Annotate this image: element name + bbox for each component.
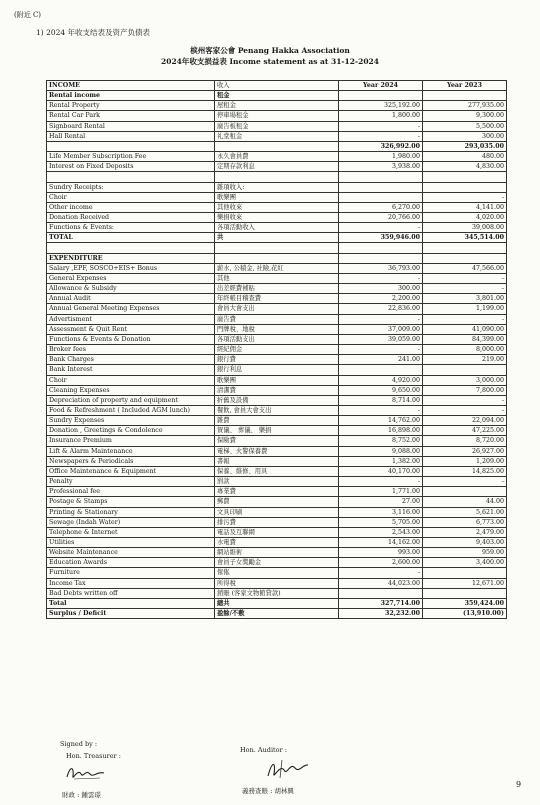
- row-label-zh: 書報: [215, 456, 339, 466]
- signed-by-label: Signed by :: [60, 740, 98, 748]
- row-value-2023: -: [423, 314, 507, 324]
- row-value-2024: 993.00: [339, 548, 423, 558]
- row-value-2023: 14,825.00: [423, 466, 507, 476]
- row-value-2023: [423, 182, 507, 192]
- table-row: [47, 578, 507, 588]
- table-row: [47, 426, 507, 436]
- row-value-2023: 8,720.00: [423, 436, 507, 446]
- row-value-2024: 6,270.00: [339, 202, 423, 212]
- row-value-2024: -: [339, 405, 423, 415]
- row-label-zh: 網站維術: [215, 548, 339, 558]
- row-label-zh: 保養、維修、用具: [215, 466, 339, 476]
- row-label-en: Advertisment: [47, 314, 215, 324]
- row-value-2023: 4,020.00: [423, 213, 507, 223]
- row-label-en: [47, 172, 215, 182]
- row-label-en: Functions & Events & Donation: [47, 334, 215, 344]
- row-label-en: Total: [47, 598, 215, 608]
- row-value-2024: 9,650.00: [339, 385, 423, 395]
- table-row: [47, 456, 507, 466]
- row-label-zh: 傢俬: [215, 568, 339, 578]
- row-label-zh: 廣告費: [215, 314, 339, 324]
- row-label-zh: 礼堂租金: [215, 131, 339, 141]
- row-value-2023: -: [423, 273, 507, 283]
- row-value-2024: 4,920.00: [339, 375, 423, 385]
- row-value-2024: 37,009.00: [339, 324, 423, 334]
- table-row: [47, 345, 507, 355]
- row-value-2024: 9,088.00: [339, 446, 423, 456]
- row-label-zh: 罰款: [215, 477, 339, 487]
- row-value-2023: 4,141.00: [423, 202, 507, 212]
- row-label-en: Choir: [47, 375, 215, 385]
- row-label-en: Choir: [47, 192, 215, 202]
- table-row: [47, 131, 507, 141]
- table-row: [47, 91, 507, 101]
- row-label-zh: [215, 243, 339, 253]
- row-value-2024: 1,382.00: [339, 456, 423, 466]
- row-value-2024: 27.00: [339, 497, 423, 507]
- row-value-2023: 39,008.00: [423, 223, 507, 233]
- table-row: [47, 395, 507, 405]
- row-label-zh: 盈餘/不敷: [215, 609, 339, 619]
- row-value-2024: -: [339, 314, 423, 324]
- row-value-2023: 47,566.00: [423, 263, 507, 273]
- table-row: [47, 294, 507, 304]
- row-label-en: Sewage (Indah Water): [47, 517, 215, 527]
- row-value-2024: -: [339, 273, 423, 283]
- row-value-2023: 4,830.00: [423, 162, 507, 172]
- row-label-zh: 專業費: [215, 487, 339, 497]
- row-value-2024: 241.00: [339, 355, 423, 365]
- table-row: [47, 233, 507, 243]
- row-label-en: Income Tax: [47, 578, 215, 588]
- row-label-en: Functions & Events:: [47, 223, 215, 233]
- table-header-row: [47, 81, 507, 91]
- treasurer-signature: [64, 762, 110, 784]
- row-value-2024: [339, 588, 423, 598]
- row-value-2024: 20,766.00: [339, 213, 423, 223]
- row-label-en: Sundry Receipts:: [47, 182, 215, 192]
- row-label-en: Education Awards: [47, 558, 215, 568]
- row-value-2024: 36,793.00: [339, 263, 423, 273]
- row-value-2024: 2,543.00: [339, 527, 423, 537]
- row-value-2023: -: [423, 477, 507, 487]
- row-value-2024: 22,836.00: [339, 304, 423, 314]
- row-label-zh: 賀儀、 葬儀、 樂捐: [215, 426, 339, 436]
- row-value-2023: [423, 172, 507, 182]
- table-row: [47, 517, 507, 527]
- row-value-2023: -: [423, 405, 507, 415]
- row-label-zh: [215, 141, 339, 151]
- row-label-en: Signboard Rental: [47, 121, 215, 131]
- row-value-2024: [339, 192, 423, 202]
- row-value-2023: [423, 243, 507, 253]
- row-label-zh: 總共: [215, 598, 339, 608]
- table-row: [47, 334, 507, 344]
- row-value-2024: -: [339, 345, 423, 355]
- row-label-en: Printing & Stationary: [47, 507, 215, 517]
- row-label-zh: 排污費: [215, 517, 339, 527]
- table-row: [47, 436, 507, 446]
- row-value-2023: 47,225.00: [423, 426, 507, 436]
- row-label-zh: 歌樂團: [215, 375, 339, 385]
- table-row: [47, 121, 507, 131]
- row-label-en: Bank Interest: [47, 365, 215, 375]
- table-row: [47, 588, 507, 598]
- row-value-2024: 3,116.00: [339, 507, 423, 517]
- row-label-en: EXPENDITURE: [47, 253, 215, 263]
- table-row: [47, 162, 507, 172]
- row-label-en: Food & Refreshment ( Included AGM lunch): [47, 405, 215, 415]
- table-row: [47, 304, 507, 314]
- row-value-2023: -: [423, 284, 507, 294]
- row-value-2023: [423, 588, 507, 598]
- column-header-2024: Year 2024: [339, 81, 423, 91]
- row-value-2024: [339, 172, 423, 182]
- row-label-zh: 水電費: [215, 538, 339, 548]
- row-value-2024: 3,938.00: [339, 162, 423, 172]
- row-label-zh: 出差經費補貼: [215, 284, 339, 294]
- row-label-zh: 會員大會支出: [215, 304, 339, 314]
- row-value-2023: 41,090.00: [423, 324, 507, 334]
- row-value-2024: 40,170.00: [339, 466, 423, 476]
- row-value-2023: 5,500.00: [423, 121, 507, 131]
- row-label-zh: 銷賬 (客家文物館貸款): [215, 588, 339, 598]
- table-row: [47, 182, 507, 192]
- row-value-2024: -: [339, 568, 423, 578]
- row-label-en: Utilities: [47, 538, 215, 548]
- table-row: [47, 223, 507, 233]
- annex-label: (附近 C): [14, 11, 42, 19]
- row-label-zh: [215, 253, 339, 263]
- row-label-en: Furniture: [47, 568, 215, 578]
- row-value-2024: [339, 365, 423, 375]
- table-row: [47, 355, 507, 365]
- table-row: [47, 324, 507, 334]
- column-header-income: INCOME: [47, 81, 215, 91]
- row-label-en: Annual General Meeting Expenses: [47, 304, 215, 314]
- row-label-zh: 各項活動支出: [215, 334, 339, 344]
- row-label-en: Office Maintenance & Equipment: [47, 466, 215, 476]
- row-value-2023: 9,403.00: [423, 538, 507, 548]
- row-label-zh: 各項活動收入: [215, 223, 339, 233]
- row-label-zh: 永久會員費: [215, 152, 339, 162]
- table-row: [47, 477, 507, 487]
- row-label-zh: 定期存款利息: [215, 162, 339, 172]
- table-row: [47, 202, 507, 212]
- row-label-en: Interest on Fixed Deposits: [47, 162, 215, 172]
- income-statement-table: [46, 80, 507, 619]
- row-label-en: Professional fee: [47, 487, 215, 497]
- table-row: [47, 101, 507, 111]
- row-label-zh: 樂捐收來: [215, 213, 339, 223]
- table-row: [47, 111, 507, 121]
- table-row: [47, 284, 507, 294]
- table-row: [47, 609, 507, 619]
- row-value-2024: 8,714.00: [339, 395, 423, 405]
- row-label-en: Broker fees: [47, 345, 215, 355]
- row-label-en: Surplus / Deficit: [47, 609, 215, 619]
- row-label-en: Life Member Subscription Fee: [47, 152, 215, 162]
- table-row: [47, 141, 507, 151]
- row-value-2024: 326,992.00: [339, 141, 423, 151]
- row-label-en: Annual Audit: [47, 294, 215, 304]
- row-label-zh: 薪水, 公積金, 社險,花紅: [215, 263, 339, 273]
- row-label-en: [47, 141, 215, 151]
- row-value-2023: 12,671.00: [423, 578, 507, 588]
- treasurer-name: 財政 : 鍾雲璟: [62, 791, 101, 799]
- row-label-zh: 其他收來: [215, 202, 339, 212]
- row-value-2023: 293,035.00: [423, 141, 507, 151]
- row-value-2023: 8,000.00: [423, 345, 507, 355]
- table-row: [47, 253, 507, 263]
- row-value-2024: [339, 243, 423, 253]
- row-label-zh: 銀行費: [215, 355, 339, 365]
- table-row: [47, 598, 507, 608]
- column-header-2023: Year 2023: [423, 81, 507, 91]
- row-label-zh: 郵費: [215, 497, 339, 507]
- row-value-2023: 84,399.00: [423, 334, 507, 344]
- row-label-en: Other income: [47, 202, 215, 212]
- table-row: [47, 263, 507, 273]
- row-value-2023: 219.00: [423, 355, 507, 365]
- table-row: [47, 558, 507, 568]
- row-label-zh: 廣告板租金: [215, 121, 339, 131]
- row-value-2023: 7,800.00: [423, 385, 507, 395]
- row-value-2023: [423, 365, 507, 375]
- row-value-2024: 16,898.00: [339, 426, 423, 436]
- row-label-en: Allowance & Subsidy: [47, 284, 215, 294]
- row-label-zh: 清潔費: [215, 385, 339, 395]
- row-value-2024: [339, 182, 423, 192]
- row-value-2024: 2,600.00: [339, 558, 423, 568]
- row-label-en: TOTAL: [47, 233, 215, 243]
- row-value-2023: 9,300.00: [423, 111, 507, 121]
- row-label-en: Assessment & Quit Rent: [47, 324, 215, 334]
- row-value-2024: 14,162.00: [339, 538, 423, 548]
- row-value-2023: 345,514.00: [423, 233, 507, 243]
- row-value-2023: 3,000.00: [423, 375, 507, 385]
- row-value-2023: 6,773.00: [423, 517, 507, 527]
- row-label-en: Sundry Expenses: [47, 416, 215, 426]
- row-value-2024: 1,771.00: [339, 487, 423, 497]
- row-label-zh: 電話及互聯網: [215, 527, 339, 537]
- row-label-zh: 租金: [215, 91, 339, 101]
- row-value-2023: -: [423, 395, 507, 405]
- row-label-en: Telephone & Internet: [47, 527, 215, 537]
- row-label-zh: 電梯、火警保養費: [215, 446, 339, 456]
- row-value-2023: 959.00: [423, 548, 507, 558]
- row-label-zh: 屋租金: [215, 101, 339, 111]
- row-value-2024: 300.00: [339, 284, 423, 294]
- section-heading: 1) 2024 年收支结表及资产负债表: [36, 28, 151, 37]
- row-value-2024: 44,023.00: [339, 578, 423, 588]
- row-value-2023: 1,199.00: [423, 304, 507, 314]
- row-label-zh: 會員子女獎勵金: [215, 558, 339, 568]
- statement-title: 2024年收支损益表 Income statement as at 31-12-2024: [161, 57, 379, 66]
- table-row: [47, 243, 507, 253]
- row-value-2024: -: [339, 477, 423, 487]
- row-value-2023: [423, 91, 507, 101]
- row-value-2024: -: [339, 121, 423, 131]
- row-label-en: Bad Debts written off: [47, 588, 215, 598]
- table-row: [47, 416, 507, 426]
- row-label-zh: 雜費: [215, 416, 339, 426]
- row-value-2023: 2,479.00: [423, 527, 507, 537]
- row-label-en: Rental Car Park: [47, 111, 215, 121]
- row-label-zh: 年終帳目稽查費: [215, 294, 339, 304]
- row-value-2024: 32,232.00: [339, 609, 423, 619]
- table-row: [47, 446, 507, 456]
- table-row: [47, 213, 507, 223]
- row-value-2023: [423, 568, 507, 578]
- row-value-2024: -: [339, 131, 423, 141]
- row-value-2024: 39,059.00: [339, 334, 423, 344]
- row-label-zh: 停車場租金: [215, 111, 339, 121]
- row-value-2023: 277,935.00: [423, 101, 507, 111]
- row-value-2024: 2,200.00: [339, 294, 423, 304]
- row-label-zh: 門牌稅、地稅: [215, 324, 339, 334]
- row-value-2023: (13,910.00): [423, 609, 507, 619]
- row-value-2024: 5,705.00: [339, 517, 423, 527]
- table-row: [47, 497, 507, 507]
- table-row: [47, 314, 507, 324]
- row-value-2024: 1,980.00: [339, 152, 423, 162]
- row-label-en: Lift & Alarm Maintenance: [47, 446, 215, 456]
- row-value-2024: 325,192.00: [339, 101, 423, 111]
- table-row: [47, 375, 507, 385]
- row-value-2023: [423, 253, 507, 263]
- row-label-en: Cleaning Expenses: [47, 385, 215, 395]
- treasurer-label: Hon. Treasurer :: [66, 752, 121, 760]
- column-header-income-zh: 收入: [215, 81, 339, 91]
- table-row: [47, 527, 507, 537]
- row-value-2024: [339, 253, 423, 263]
- row-label-en: Donation Received: [47, 213, 215, 223]
- row-label-zh: 歌樂團: [215, 192, 339, 202]
- row-label-en: Rental Property: [47, 101, 215, 111]
- organization-title: 槟州客家公會 Penang Hakka Association: [190, 46, 350, 55]
- row-value-2023: 480.00: [423, 152, 507, 162]
- row-value-2023: 3,400.00: [423, 558, 507, 568]
- auditor-signature: [262, 756, 312, 782]
- row-label-zh: 所得稅: [215, 578, 339, 588]
- row-label-en: Donation , Greetings & Condolence: [47, 426, 215, 436]
- table-row: [47, 568, 507, 578]
- row-value-2023: 26,927.00: [423, 446, 507, 456]
- row-label-zh: 經紀佣金: [215, 345, 339, 355]
- table-row: [47, 365, 507, 375]
- row-label-zh: 其他: [215, 273, 339, 283]
- row-label-en: Postage & Stamps: [47, 497, 215, 507]
- row-label-en: Depreciation of property and equipment: [47, 395, 215, 405]
- row-value-2023: -: [423, 192, 507, 202]
- row-label-zh: 文具印刷: [215, 507, 339, 517]
- row-label-zh: 折舊及設備: [215, 395, 339, 405]
- auditor-label: Hon. Auditor :: [240, 746, 287, 754]
- row-value-2024: -: [339, 223, 423, 233]
- row-value-2024: 327,714.00: [339, 598, 423, 608]
- row-label-en: [47, 243, 215, 253]
- table-row: [47, 487, 507, 497]
- row-value-2023: 44.00: [423, 497, 507, 507]
- row-value-2023: 3,801.00: [423, 294, 507, 304]
- row-label-zh: 保險費: [215, 436, 339, 446]
- row-label-en: Hall Rental: [47, 131, 215, 141]
- table-row: [47, 385, 507, 395]
- table-row: [47, 273, 507, 283]
- row-value-2024: 8,752.00: [339, 436, 423, 446]
- table-row: [47, 172, 507, 182]
- row-value-2023: 359,424.00: [423, 598, 507, 608]
- row-value-2023: 1,209.00: [423, 456, 507, 466]
- row-value-2024: [339, 91, 423, 101]
- row-value-2024: 359,946.00: [339, 233, 423, 243]
- table-row: [47, 538, 507, 548]
- row-label-zh: 銀行利息: [215, 365, 339, 375]
- row-label-en: Penalty: [47, 477, 215, 487]
- row-label-en: Rental income: [47, 91, 215, 101]
- row-label-en: Newspapers & Periodicals: [47, 456, 215, 466]
- row-value-2024: 1,800.00: [339, 111, 423, 121]
- table-row: [47, 405, 507, 415]
- row-label-zh: [215, 172, 339, 182]
- table-row: [47, 152, 507, 162]
- row-value-2023: [423, 487, 507, 497]
- auditor-name: 義務查賬 : 胡林興: [242, 787, 294, 795]
- row-label-zh: 共: [215, 233, 339, 243]
- row-label-zh: 餐飲, 會員大會支出: [215, 405, 339, 415]
- table-row: [47, 507, 507, 517]
- row-label-zh: 雜項收入:: [215, 182, 339, 192]
- row-value-2023: 5,621.00: [423, 507, 507, 517]
- row-value-2023: 300.00: [423, 131, 507, 141]
- table-row: [47, 548, 507, 558]
- row-value-2024: 14,762.00: [339, 416, 423, 426]
- page-number: 9: [516, 780, 522, 789]
- row-label-en: Website Maintenance: [47, 548, 215, 558]
- table-row: [47, 192, 507, 202]
- row-value-2023: 22,094.00: [423, 416, 507, 426]
- table-body: [47, 91, 507, 619]
- row-label-en: Salary ,EPF, SOSCO+EIS+ Bonus: [47, 263, 215, 273]
- row-label-en: Bank Charges: [47, 355, 215, 365]
- row-label-en: Insurance Premium: [47, 436, 215, 446]
- row-label-en: General Expenses: [47, 273, 215, 283]
- table-row: [47, 466, 507, 476]
